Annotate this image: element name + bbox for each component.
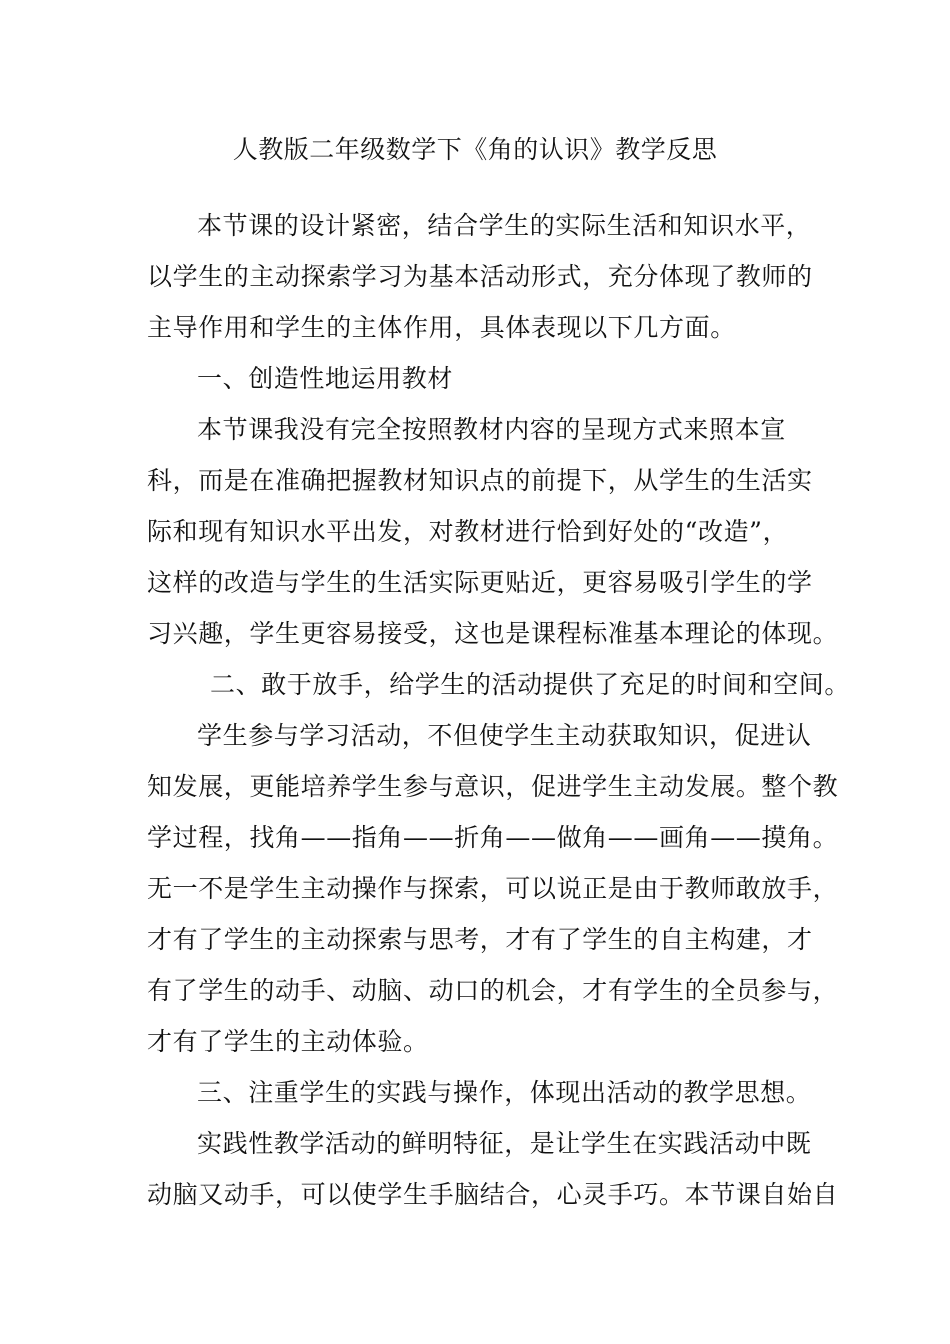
section-heading: 二、敢于放手，给学生的活动提供了充足的时间和空间。	[210, 670, 851, 699]
body-line: 有了学生的动手、动脑、动口的机会，才有学生的全员参与，	[147, 976, 839, 1005]
section-heading: 一、创造性地运用教材	[197, 364, 454, 393]
body-line: 主导作用和学生的主体作用，具体表现以下几方面。	[147, 313, 736, 342]
body-line: 际和现有知识水平出发，对教材进行恰到好处的“改造”，	[147, 517, 789, 546]
document-title: 人教版二年级数学下《角的认识》教学反思	[232, 135, 718, 164]
section-heading: 三、注重学生的实践与操作，体现出活动的教学思想。	[197, 1078, 812, 1107]
body-line: 习兴趣，学生更容易接受，这也是课程标准基本理论的体现。	[147, 619, 839, 648]
body-line: 实践性教学活动的鲜明特征，是让学生在实践活动中既	[197, 1129, 812, 1158]
body-line: 以学生的主动探索学习为基本活动形式，充分体现了教师的	[147, 262, 813, 291]
body-line: 才有了学生的主动体验。	[147, 1027, 429, 1056]
body-line: 这样的改造与学生的生活实际更贴近，更容易吸引学生的学	[147, 568, 813, 597]
body-line: 本节课我没有完全按照教材内容的呈现方式来照本宣	[197, 415, 786, 444]
body-line: 动脑又动手，可以使学生手脑结合，心灵手巧。本节课自始自	[147, 1180, 839, 1209]
body-line: 才有了学生的主动探索与思考，才有了学生的自主构建，才	[147, 925, 813, 954]
body-line: 学过程，找角——指角——折角——做角——画角——摸角。	[147, 823, 839, 852]
body-line: 学生参与学习活动，不但使学生主动获取知识，促进认	[197, 721, 812, 750]
body-line: 知发展，更能培养学生参与意识，促进学生主动发展。整个教	[147, 772, 839, 801]
body-line: 本节课的设计紧密，结合学生的实际生活和知识水平，	[197, 211, 812, 240]
body-line: 无一不是学生主动操作与探索，可以说正是由于教师敢放手，	[147, 874, 839, 903]
body-line: 科，而是在准确把握教材知识点的前提下，从学生的生活实	[147, 466, 813, 495]
